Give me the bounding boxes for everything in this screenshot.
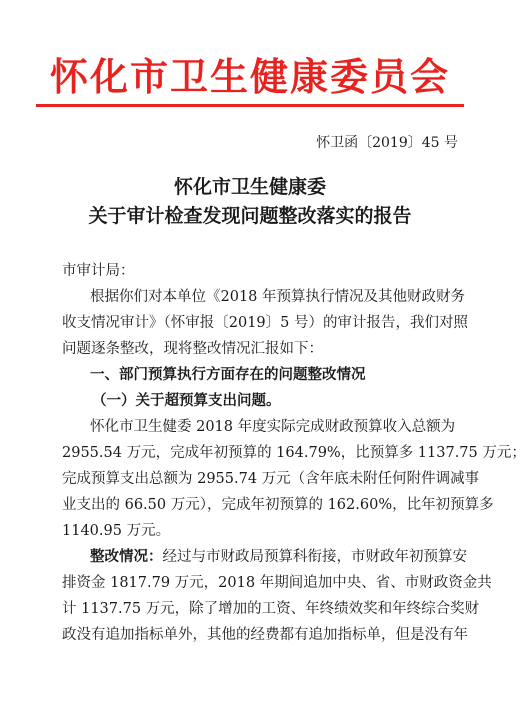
paragraph-line: 怀化市卫生健委 2018 年度实际完成财政预算收入总额为 bbox=[90, 419, 456, 435]
paragraph-line: 完成预算支出总额为 2955.74 万元（含年底未附任何附件调减事 bbox=[62, 471, 480, 487]
document-number: 怀卫函〔2019〕45 号 bbox=[316, 135, 458, 151]
section-heading-1-1: （一）关于超预算支出问题。 bbox=[92, 392, 281, 409]
paragraph-rectification bbox=[62, 544, 492, 648]
paragraph-line: 计 1137.75 万元，除了增加的工资、年终绩效奖和年终综合奖财 bbox=[62, 601, 480, 617]
paragraph-overspend-facts bbox=[62, 414, 526, 544]
document-title-line-2: 关于审计检查发现问题整改落实的报告 bbox=[88, 205, 412, 227]
section-heading-1: 一、部门预算执行方面存在的问题整改情况 bbox=[90, 366, 366, 383]
paragraph-intro bbox=[62, 284, 468, 362]
paragraph-line: 收支情况审计》（怀审报〔2019〕5 号）的审计报告，我们对照 bbox=[62, 315, 468, 331]
letterhead-red-rule bbox=[36, 104, 464, 107]
document-title-line-1: 怀化市卫生健康委 bbox=[173, 176, 326, 198]
paragraph-line: 1140.95 万元。 bbox=[62, 523, 171, 539]
rectification-label: 整改情况： bbox=[90, 548, 163, 565]
paragraph-line: 排资金 1817.79 万元，2018 年期间追加中央、省、市财政资金共 bbox=[62, 575, 492, 591]
rectification-text: 经过与市财政局预算科衔接，市财政年初预算安 bbox=[162, 549, 467, 565]
paragraph-line: 根据你们对本单位《2018 年预算执行情况及其他财政财务 bbox=[90, 289, 466, 305]
paragraph-line: 政没有追加指标单外，其他的经费都有追加指标单，但是没有年 bbox=[62, 627, 468, 643]
paragraph-line bbox=[62, 544, 467, 570]
paragraph-line: 业支出的 66.50 万元），完成年初预算的 162.60%，比年初预算多 bbox=[62, 497, 494, 513]
salutation: 市审计局： bbox=[62, 263, 135, 279]
document-title bbox=[0, 173, 500, 231]
paragraph-line: 问题逐条整改，现将整改情况汇报如下： bbox=[62, 341, 323, 357]
paragraph-line: 2955.54 万元，完成年初预算的 164.79%，比预算多 1137.75 万元； bbox=[62, 445, 526, 461]
letterhead-org-name: 怀化市卫生健康委员会 bbox=[49, 54, 450, 99]
